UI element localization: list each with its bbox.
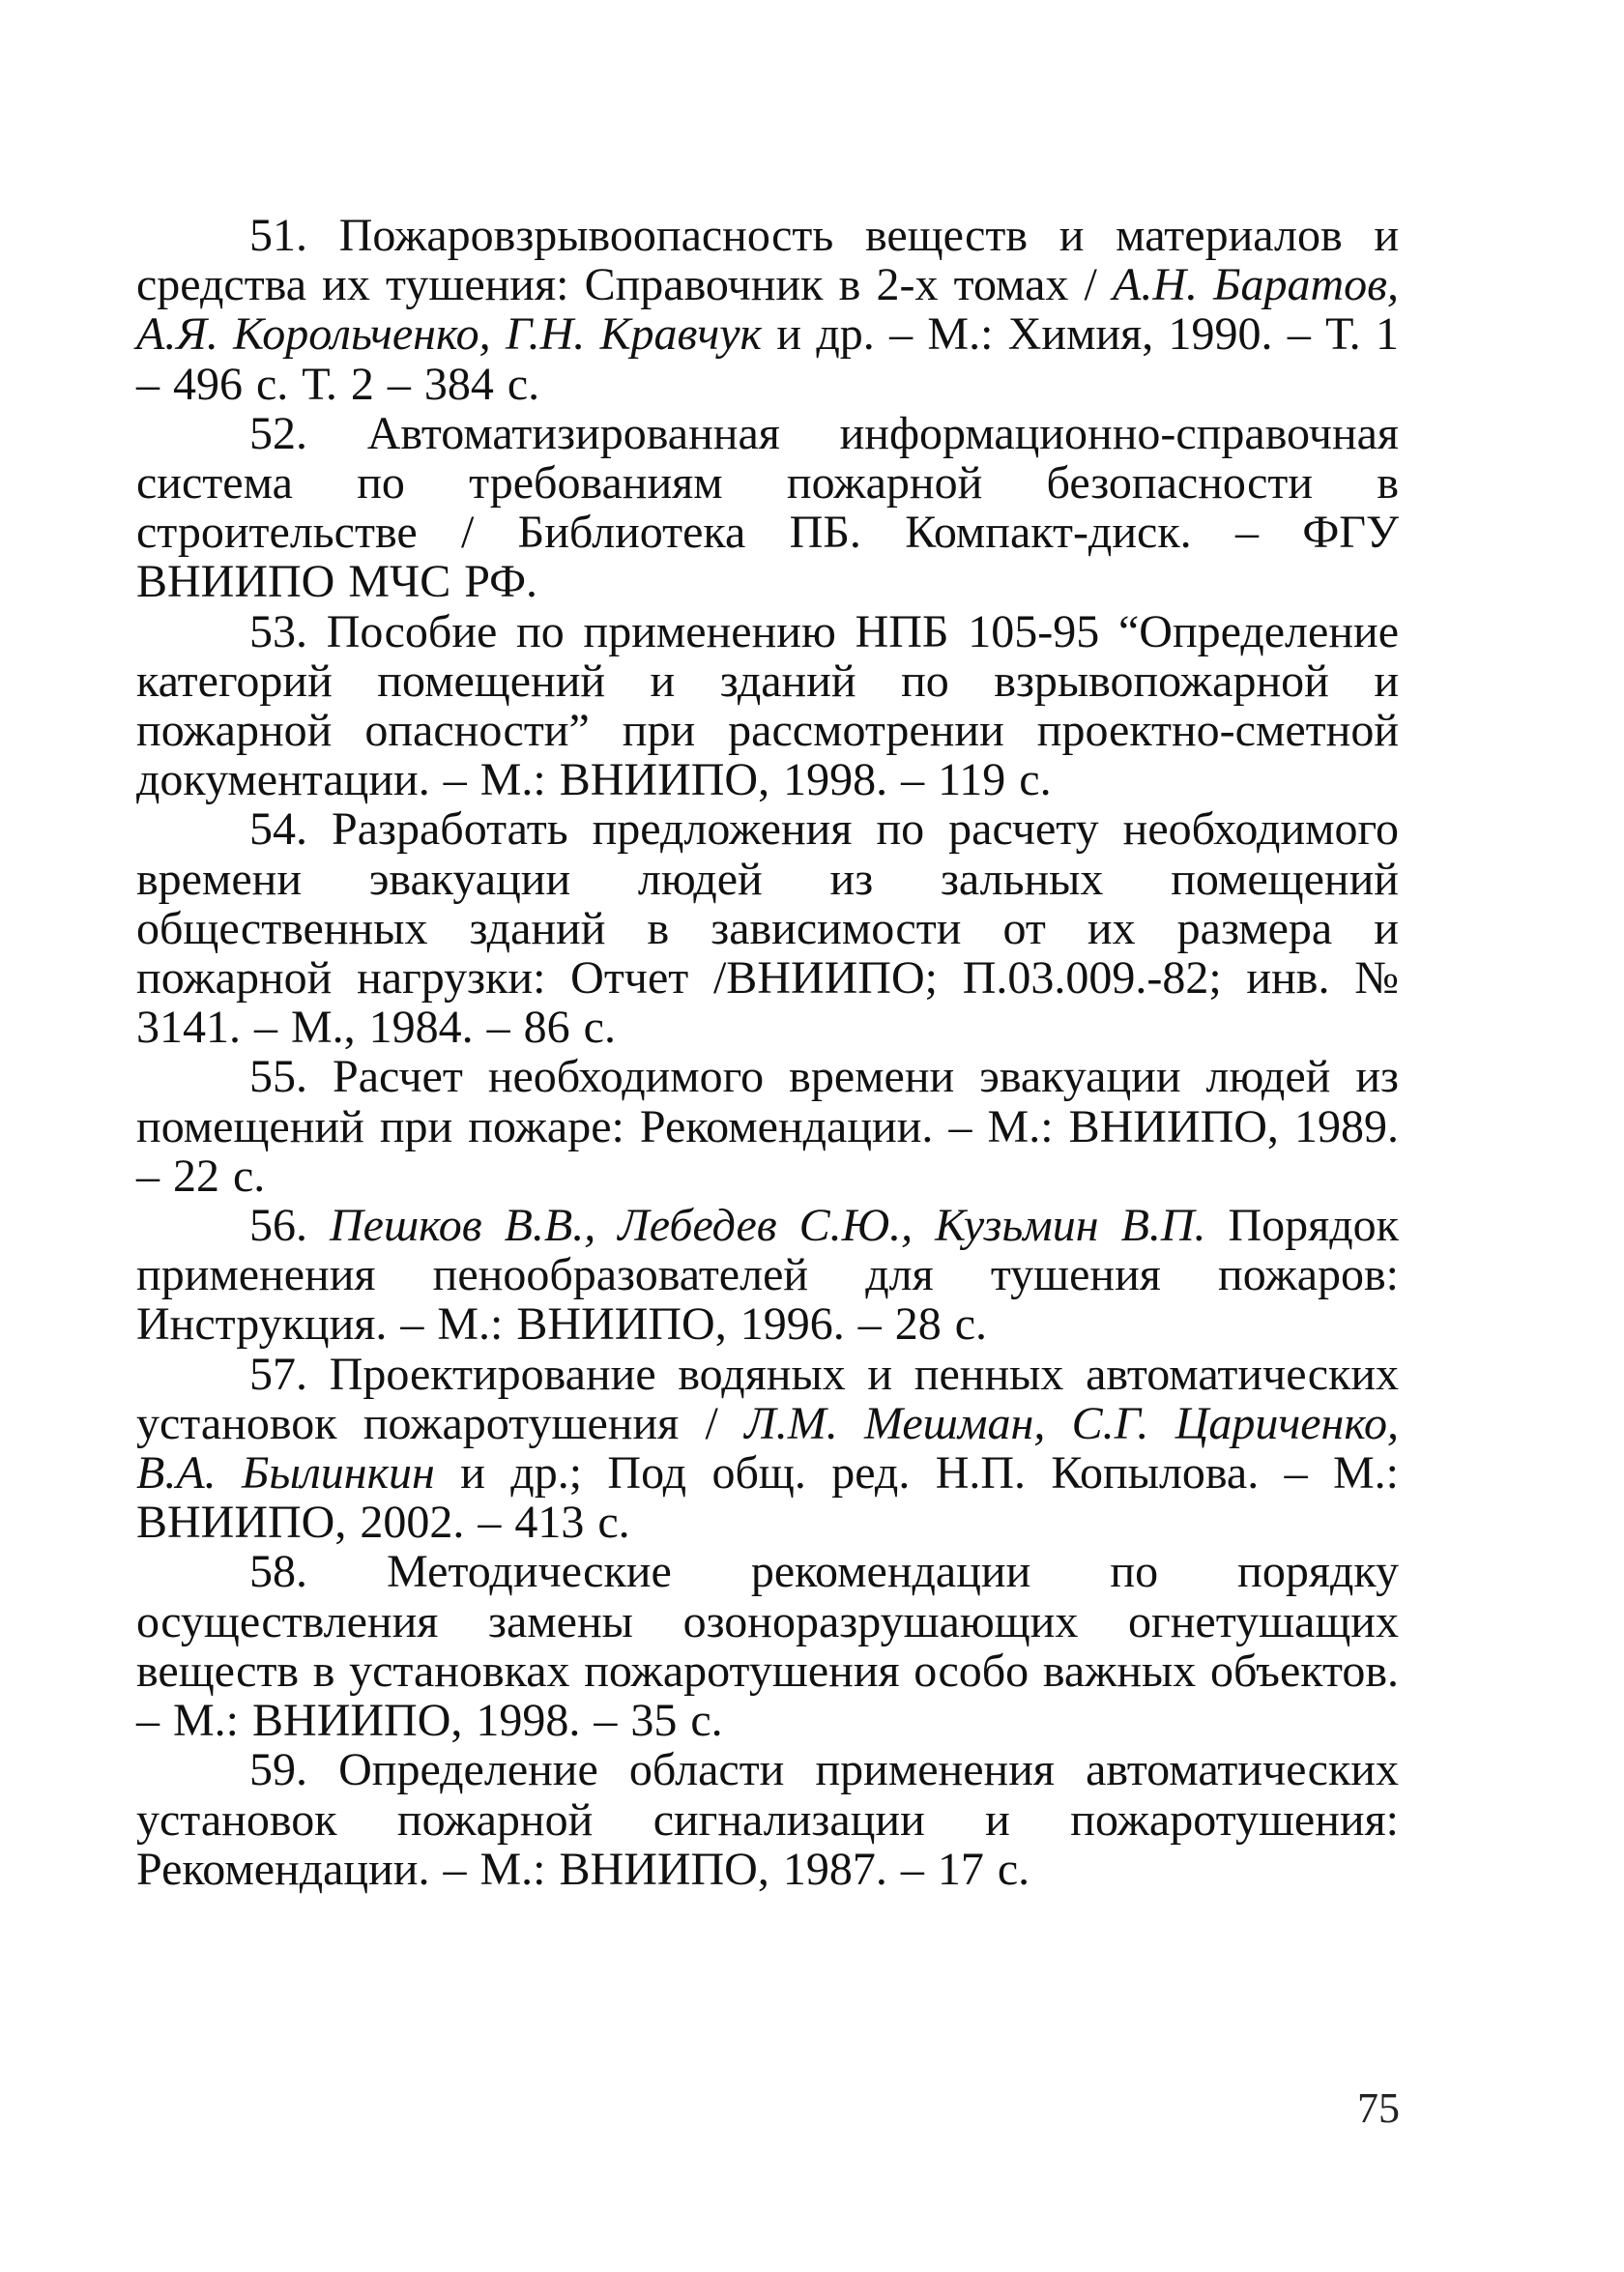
reference-text: и др.; Под общ. ред. Н.П. Копылова. – М.: ВНИИПО, 2002. – 413 с. bbox=[136, 1447, 1399, 1549]
reference-text: Пожаровзрывоопасность веществ и материалов и средства их тушения: Справочник в 2-х томах / bbox=[136, 210, 1400, 311]
reference-number: 52. bbox=[249, 407, 307, 459]
reference-number: 58. bbox=[249, 1546, 307, 1598]
reference-number: 55. bbox=[249, 1051, 307, 1103]
reference-authors: А.Н. Баратов, А.Я. Корольченко, Г.Н. Кравчук bbox=[136, 259, 1399, 361]
reference-authors: Л.М. Мешман, С.Г. Цариченко, В.А. Былинкин bbox=[136, 1397, 1399, 1500]
reference-number: 57. bbox=[249, 1348, 307, 1400]
reference-list bbox=[136, 211, 1399, 1894]
reference-number: 54. bbox=[249, 803, 307, 856]
reference-authors: Пешков В.В., Лебедев С.Ю., Кузьмин В.П. bbox=[329, 1200, 1206, 1252]
reference-item bbox=[136, 409, 1399, 607]
reference-number: 51. bbox=[249, 210, 307, 261]
reference-text: Разработать предложения по расчету необходимого времени эвакуации людей из зальных помещений общественных зданий в зависимости от их размера и пожарной нагрузки: Отчет /ВНИИПО; П.03.009.-82; инв. № 3141. – М., 1984. – 86 с. bbox=[136, 803, 1399, 1054]
reference-text: и др. – М.: Химия, 1990. – Т. 1 – 496 с. Т. 2 – 384 с. bbox=[136, 308, 1400, 410]
reference-text: Автоматизированная информационно-справочная система по требованиям пожарной безопасности в строительстве / Библиотека ПБ. Компакт-диск. – ФГУ ВНИИПО МЧС РФ. bbox=[136, 407, 1400, 608]
reference-number: 53. bbox=[249, 605, 307, 657]
reference-item bbox=[136, 804, 1399, 1052]
reference-text: Проектирование водяных и пенных автоматических установок пожаротушения / bbox=[136, 1348, 1400, 1449]
reference-item bbox=[136, 1350, 1399, 1548]
reference-number: 59. bbox=[249, 1744, 307, 1796]
reference-item bbox=[136, 607, 1399, 805]
reference-text: Порядок применения пенообразователей для тушения пожаров: Инструкция. – М.: ВНИИПО, 1996. – 28 с. bbox=[136, 1200, 1400, 1351]
reference-text: Пособие по применению НПБ 105-95 “Определение категорий помещений и зданий по взрывопожарной и пожарной опасности” при рассмотрении проектно-сметной документации. – М.: ВНИИПО, 1998. – 119 с. bbox=[136, 605, 1399, 806]
reference-item bbox=[136, 1547, 1399, 1745]
reference-text: Методические рекомендации по порядку осуществления замены озоноразрушающих огнетушащих веществ в установках пожаротушения особо важных объектов. – М.: ВНИИПО, 1998. – 35 с. bbox=[136, 1546, 1399, 1747]
reference-item bbox=[136, 211, 1399, 409]
reference-text: Определение области применения автоматических установок пожарной сигнализации и пожаротушения: Рекомендации. – М.: ВНИИПО, 1987. – 17 с. bbox=[136, 1744, 1399, 1895]
reference-number: 56. bbox=[249, 1200, 307, 1252]
reference-item bbox=[136, 1745, 1399, 1894]
page-number: 75 bbox=[1357, 2084, 1400, 2132]
reference-text: Расчет необходимого времени эвакуации людей из помещений при пожаре: Рекомендации. – М.: ВНИИПО, 1989. – 22 с. bbox=[136, 1051, 1400, 1202]
reference-item bbox=[136, 1052, 1399, 1201]
reference-item bbox=[136, 1201, 1399, 1350]
